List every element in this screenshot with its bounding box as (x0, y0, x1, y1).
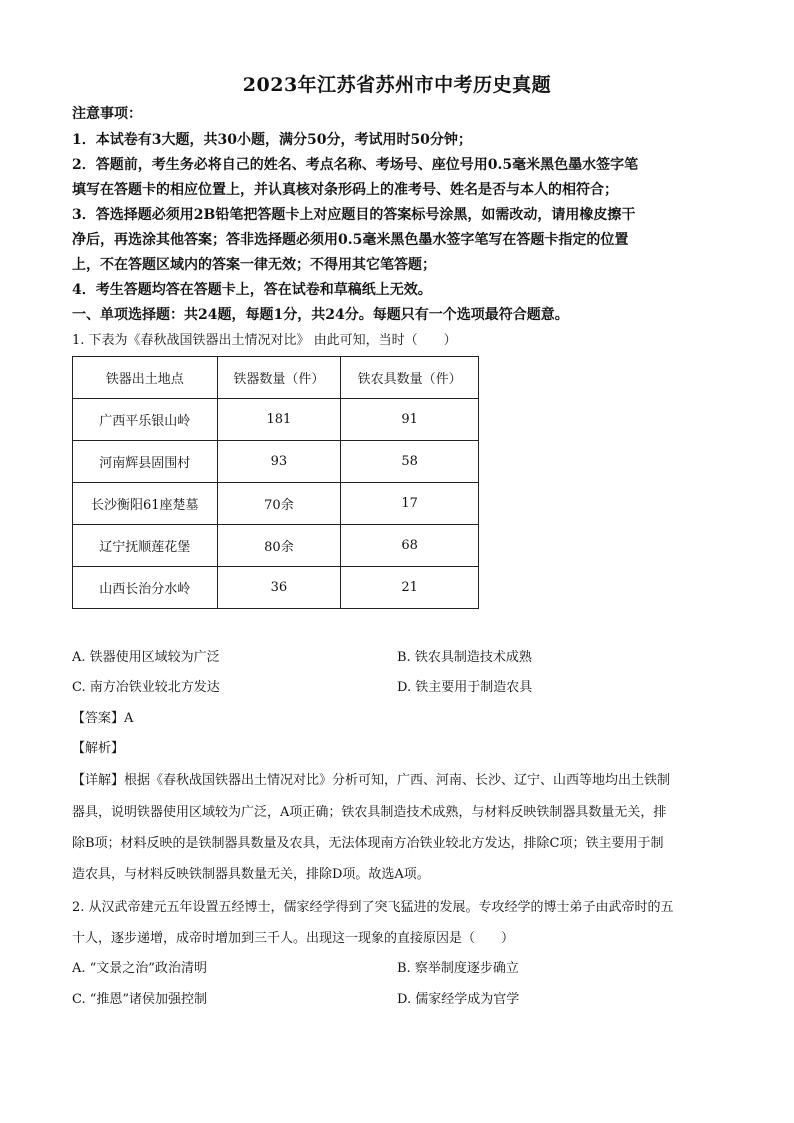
table-cell: 河南辉县固围村 (73, 441, 218, 483)
table-row (73, 567, 479, 609)
notice-line: 填写在答题卡的相应位置上，并认真核对条形码上的准考号、姓名是否与本人的相符合； (72, 182, 618, 198)
notice-line: 净后，再选涂其他答案；答非选择题必须用0.5毫米黑色墨水签字笔写在答题卡指定的位置 (72, 232, 629, 248)
iron-artifacts-table (72, 356, 479, 609)
table-row (73, 399, 479, 441)
table-cell: 91 (341, 399, 479, 441)
question-2-option-b: B. 察举制度逐步确立 (397, 961, 519, 976)
question-2-option-d: D. 儒家经学成为官学 (397, 992, 520, 1007)
notice-line: 4．考生答题均答在答题卡上，答在试卷和草稿纸上无效。 (72, 282, 432, 298)
page-title: 2023年江苏省苏州市中考历史真题 (242, 74, 552, 96)
table-cell: 长沙衡阳61座楚墓 (73, 483, 218, 525)
question-1-detail-line: 器具，说明铁器使用区域较为广泛，A项正确；铁农具制造技术成熟，与材料反映铁制器具数量无关，排 (72, 805, 667, 820)
question-1-option-a: A. 铁器使用区域较为广泛 (72, 650, 220, 665)
notice-line: 1．本试卷有3大题，共30小题，满分50分，考试用时50分钟； (72, 132, 472, 148)
table-header-row (73, 357, 479, 399)
table-cell: 70余 (217, 483, 341, 525)
notice-line: 上，不在答题区域内的答案一律无效；不得用其它笔答题； (72, 257, 436, 273)
table-cell: 36 (217, 567, 341, 609)
question-1-detail-line: 除B项；材料反映的是铁制器具数量及农具，无法体现南方冶铁业较北方发达，排除C项；铁主要用于制 (72, 836, 664, 851)
section-heading: 一、单项选择题：共24题，每题1分，共24分。每题只有一个选项最符合题意。 (72, 307, 569, 323)
question-1-detail-line: 造农具，与材料反映铁制器具数量无关，排除D项。故选A项。 (72, 867, 430, 882)
question-1-stem: 1. 下表为《春秋战国铁器出土情况对比》 由此可知，当时（ ） (72, 333, 457, 348)
table-cell: 93 (217, 441, 341, 483)
question-1-detail-line: 【详解】根据《春秋战国铁器出土情况对比》分析可知，广西、河南、长沙、辽宁、山西等地均出土铁制 (72, 773, 671, 788)
table-cell: 21 (341, 567, 479, 609)
question-1-analysis-label: 【解析】 (72, 741, 125, 756)
table-row (73, 483, 479, 525)
table-cell: 广西平乐银山岭 (73, 399, 218, 441)
question-2-option-c: C. “推恩”诸侯加强控制 (72, 992, 208, 1007)
table-header-cell: 铁器数量（件） (217, 357, 341, 399)
table-cell: 181 (217, 399, 341, 441)
question-2-stem-line: 2. 从汉武帝建元五年设置五经博士，儒家经学得到了突飞猛进的发展。专攻经学的博士弟子由武帝时的五 (72, 900, 674, 915)
table-row (73, 441, 479, 483)
table-cell: 68 (341, 525, 479, 567)
question-2-stem-line: 十人，逐步递增，成帝时增加到三千人。出现这一现象的直接原因是（ ） (72, 931, 515, 946)
table-header-cell: 铁农具数量（件） (341, 357, 479, 399)
table-cell: 80余 (217, 525, 341, 567)
notice-line: 2．答题前，考生务必将自己的姓名、考点名称、考场号、座位号用0.5毫米黑色墨水签字笔 (72, 157, 639, 173)
table-header-cell: 铁器出土地点 (73, 357, 218, 399)
table-row (73, 525, 479, 567)
question-2-option-a: A. “文景之治”政治清明 (72, 961, 207, 976)
table-cell: 58 (341, 441, 479, 483)
question-1-option-d: D. 铁主要用于制造农具 (397, 680, 533, 695)
table-cell: 辽宁抚顺莲花堡 (73, 525, 218, 567)
question-1-answer: 【答案】A (72, 711, 134, 726)
table-cell: 17 (341, 483, 479, 525)
question-1-option-b: B. 铁农具制造技术成熟 (397, 650, 532, 665)
notice-heading: 注意事项： (72, 106, 142, 122)
table-cell: 山西长治分水岭 (73, 567, 218, 609)
question-1-option-c: C. 南方冶铁业较北方发达 (72, 680, 220, 695)
notice-line: 3．答选择题必须用2B铅笔把答题卡上对应题目的答案标号涂黑，如需改动，请用橡皮擦干 (72, 207, 636, 223)
